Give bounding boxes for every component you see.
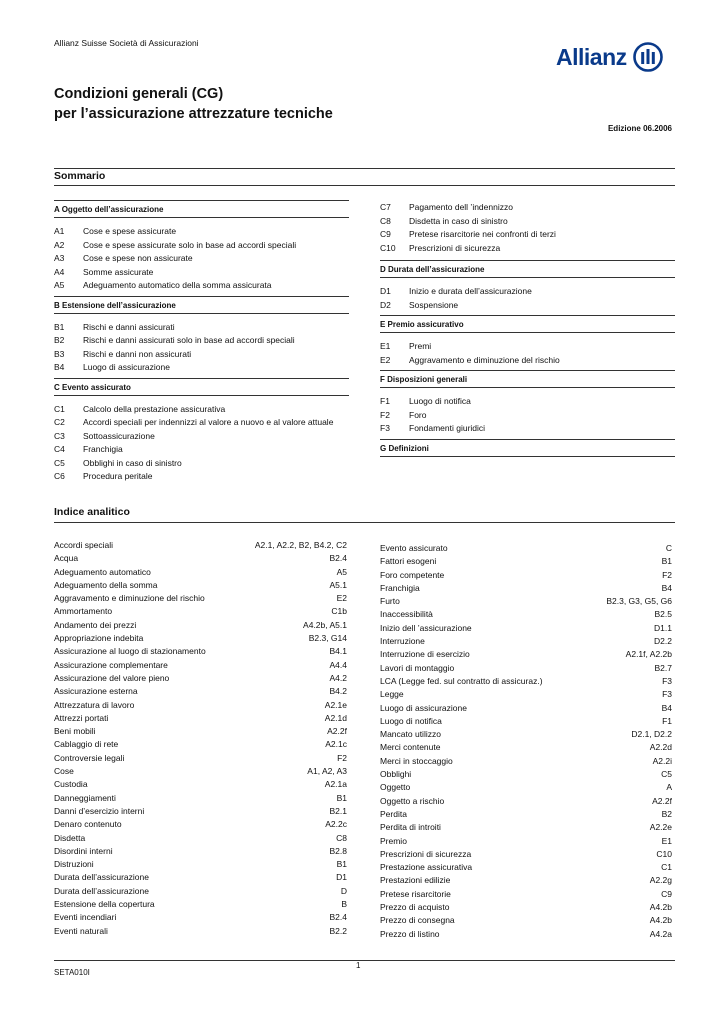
- list-item: C5 Obblighi in caso di sinistro: [54, 457, 182, 468]
- index-row: Beni mobili A2.2f: [54, 726, 347, 737]
- index-row: Cablaggio di rete A2.1c: [54, 739, 347, 750]
- index-row: Aggravamento e diminuzione del rischio E2: [54, 593, 347, 604]
- divider: [54, 185, 675, 186]
- index-title: Indice analitico: [54, 506, 130, 518]
- index-row: Fattori esogeni B1: [380, 556, 672, 567]
- index-row: Prezzo di consegna A4.2b: [380, 915, 672, 926]
- list-item: C1 Calcolo della prestazione assicurativa: [54, 403, 226, 414]
- allianz-logo: [556, 42, 663, 72]
- index-row: Oggetto A: [380, 782, 672, 793]
- index-row: Prezzo di acquisto A4.2b: [380, 902, 672, 913]
- page-title: Condizioni generali (CG) per l’assicurazione attrezzature tecniche: [54, 86, 333, 122]
- allianz-eagle-icon: [633, 42, 663, 72]
- index-row: Custodia A2.1a: [54, 779, 347, 790]
- company-name: Allianz Suisse Società di Assicurazioni: [54, 38, 199, 48]
- index-row: Distruzioni B1: [54, 859, 347, 870]
- index-row: Evento assicurato C: [380, 543, 672, 553]
- list-item: B2 Rischi e danni assicurati solo in base ad accordi speciali: [54, 335, 295, 345]
- index-row: Adeguamento automatico A5: [54, 566, 347, 577]
- index-row: Prestazione assicurativa C1: [380, 862, 672, 873]
- index-row: Lavori di montaggio B2.7: [380, 662, 672, 673]
- index-row: LCA (Legge fed. sul contratto di assicuraz.) F3: [380, 675, 672, 686]
- list-item: F1 Luogo di notifica: [380, 396, 471, 406]
- logo-text: Allianz: [556, 43, 627, 70]
- list-item: A3 Cose e spese non assicurate: [54, 253, 193, 263]
- list-item: C10 Prescrizioni di sicurezza: [380, 242, 501, 253]
- index-row: Interruzione D2.2: [380, 636, 672, 647]
- list-item: C2 Accordi speciali per indennizzi al valore a nuovo e al valore attuale: [54, 417, 334, 427]
- index-row: Accordi speciali A2.1, A2.2, B2, B4.2, C2: [54, 540, 347, 550]
- index-row: Controversie legali F2: [54, 752, 347, 763]
- list-item: E1 Premi: [380, 341, 432, 351]
- summary-right-column: [380, 201, 675, 457]
- index-row: Acqua B2.4: [54, 553, 347, 564]
- index-row: Perdita B2: [380, 808, 672, 819]
- index-left-column: [54, 539, 347, 938]
- section-heading-d: D Durata dell’assicurazione: [380, 260, 675, 278]
- index-row: Disordini interni B2.8: [54, 845, 347, 856]
- index-row: Inizio dell ’assicurazione D1.1: [380, 622, 672, 633]
- index-row: Danni d’esercizio interni B2.1: [54, 805, 347, 816]
- index-row: Disdetta C8: [54, 832, 347, 843]
- list-item: C8 Disdetta in caso di sinistro: [380, 215, 508, 226]
- list-item: A5 Adeguamento automatico della somma assicurata: [54, 280, 272, 290]
- document-code: SETA010I: [54, 968, 90, 977]
- list-item: B4 Luogo di assicurazione: [54, 362, 170, 372]
- section-heading-f: F Disposizioni generali: [380, 370, 675, 388]
- index-row: Durata dell’assicurazione D: [54, 885, 347, 896]
- index-row: Perdita di introiti A2.2e: [380, 822, 672, 833]
- index-row: Prescrizioni di sicurezza C10: [380, 848, 672, 859]
- index-row: Estensione della copertura B: [54, 899, 347, 910]
- index-row: Premio E1: [380, 835, 672, 846]
- index-row: Interruzione di esercizio A2.1f, A2.2b: [380, 649, 672, 660]
- list-item: E2 Aggravamento e diminuzione del rischio: [380, 354, 560, 365]
- index-row: Andamento dei prezzi A4.2b, A5.1: [54, 619, 347, 630]
- index-row: Eventi incendiari B2.4: [54, 912, 347, 923]
- index-row: Assicurazione al luogo di stazionamento B4.1: [54, 646, 347, 657]
- index-row: Cose A1, A2, A3: [54, 766, 347, 777]
- divider: [54, 168, 675, 169]
- list-item: B3 Rischi e danni non assicurati: [54, 348, 192, 359]
- index-row: Obblighi C5: [380, 769, 672, 780]
- list-item: F3 Fondamenti giuridici: [380, 423, 486, 433]
- index-row: Danneggiamenti B1: [54, 792, 347, 803]
- index-right-column: [380, 542, 672, 941]
- index-row: Appropriazione indebita B2.3, G14: [54, 633, 347, 644]
- list-item: C3 Sottoassicurazione: [54, 430, 155, 441]
- list-item: A2 Cose e spese assicurate solo in base ad accordi speciali: [54, 239, 297, 250]
- section-heading-e: E Premio assicurativo: [380, 315, 675, 333]
- index-row: Oggetto a rischio A2.2f: [380, 795, 672, 806]
- index-row: Attrezzi portati A2.1d: [54, 712, 347, 723]
- list-item: C7 Pagamento dell ’indennizzo: [380, 202, 513, 212]
- list-item: F2 Foro: [380, 409, 427, 420]
- footer-divider: [54, 960, 675, 961]
- index-row: Prezzo di listino A4.2a: [380, 928, 672, 939]
- index-row: Merci contenute A2.2d: [380, 742, 672, 753]
- index-row: Legge F3: [380, 689, 672, 700]
- index-row: Franchigia B4: [380, 582, 672, 593]
- index-row: Eventi naturali B2.2: [54, 925, 347, 936]
- index-row: Attrezzatura di lavoro A2.1e: [54, 699, 347, 710]
- index-row: Pretese risarcitorie C9: [380, 888, 672, 899]
- index-row: Ammortamento C1b: [54, 606, 347, 617]
- list-item: C6 Procedura peritale: [54, 471, 153, 481]
- summary-title: Sommario: [54, 170, 106, 182]
- index-row: Merci in stoccaggio A2.2i: [380, 755, 672, 766]
- page-number: 1: [356, 961, 361, 970]
- index-row: Assicurazione complementare A4.4: [54, 659, 347, 670]
- section-heading-b: B Estensione dell’assicurazione: [54, 296, 349, 314]
- divider: [54, 522, 675, 523]
- list-item: C4 Franchigia: [54, 444, 123, 454]
- list-item: D2 Sospensione: [380, 299, 459, 310]
- index-row: Prestazioni edilizie A2.2g: [380, 875, 672, 886]
- section-heading-g: G Definizioni: [380, 439, 675, 457]
- section-heading-a: A Oggetto dell’assicurazione: [54, 200, 349, 218]
- index-row: Mancato utilizzo D2.1, D2.2: [380, 729, 672, 740]
- list-item: B1 Rischi e danni assicurati: [54, 321, 175, 332]
- list-item: D1 Inizio e durata dell’assicurazione: [380, 286, 532, 296]
- index-row: Adeguamento della somma A5.1: [54, 579, 347, 590]
- index-row: Durata dell’assicurazione D1: [54, 872, 347, 883]
- section-heading-c: C Evento assicurato: [54, 378, 349, 396]
- index-row: Assicurazione esterna B4.2: [54, 686, 347, 697]
- index-row: Furto B2.3, G3, G5, G6: [380, 596, 672, 607]
- index-row: Luogo di notifica F1: [380, 715, 672, 726]
- summary-left-column: [54, 200, 349, 484]
- index-row: Denaro contenuto A2.2c: [54, 819, 347, 830]
- index-row: Luogo di assicurazione B4: [380, 702, 672, 713]
- list-item: A1 Cose e spese assicurate: [54, 226, 177, 236]
- list-item: A4 Somme assicurate: [54, 266, 154, 277]
- index-row: Foro competente F2: [380, 569, 672, 580]
- index-row: Inaccessibilità B2.5: [380, 609, 672, 620]
- list-item: C9 Pretese risarcitorie nei confronti di terzi: [380, 229, 556, 239]
- index-row: Assicurazione del valore pieno A4.2: [54, 672, 347, 683]
- edition-label: Edizione 06.2006: [607, 124, 672, 133]
